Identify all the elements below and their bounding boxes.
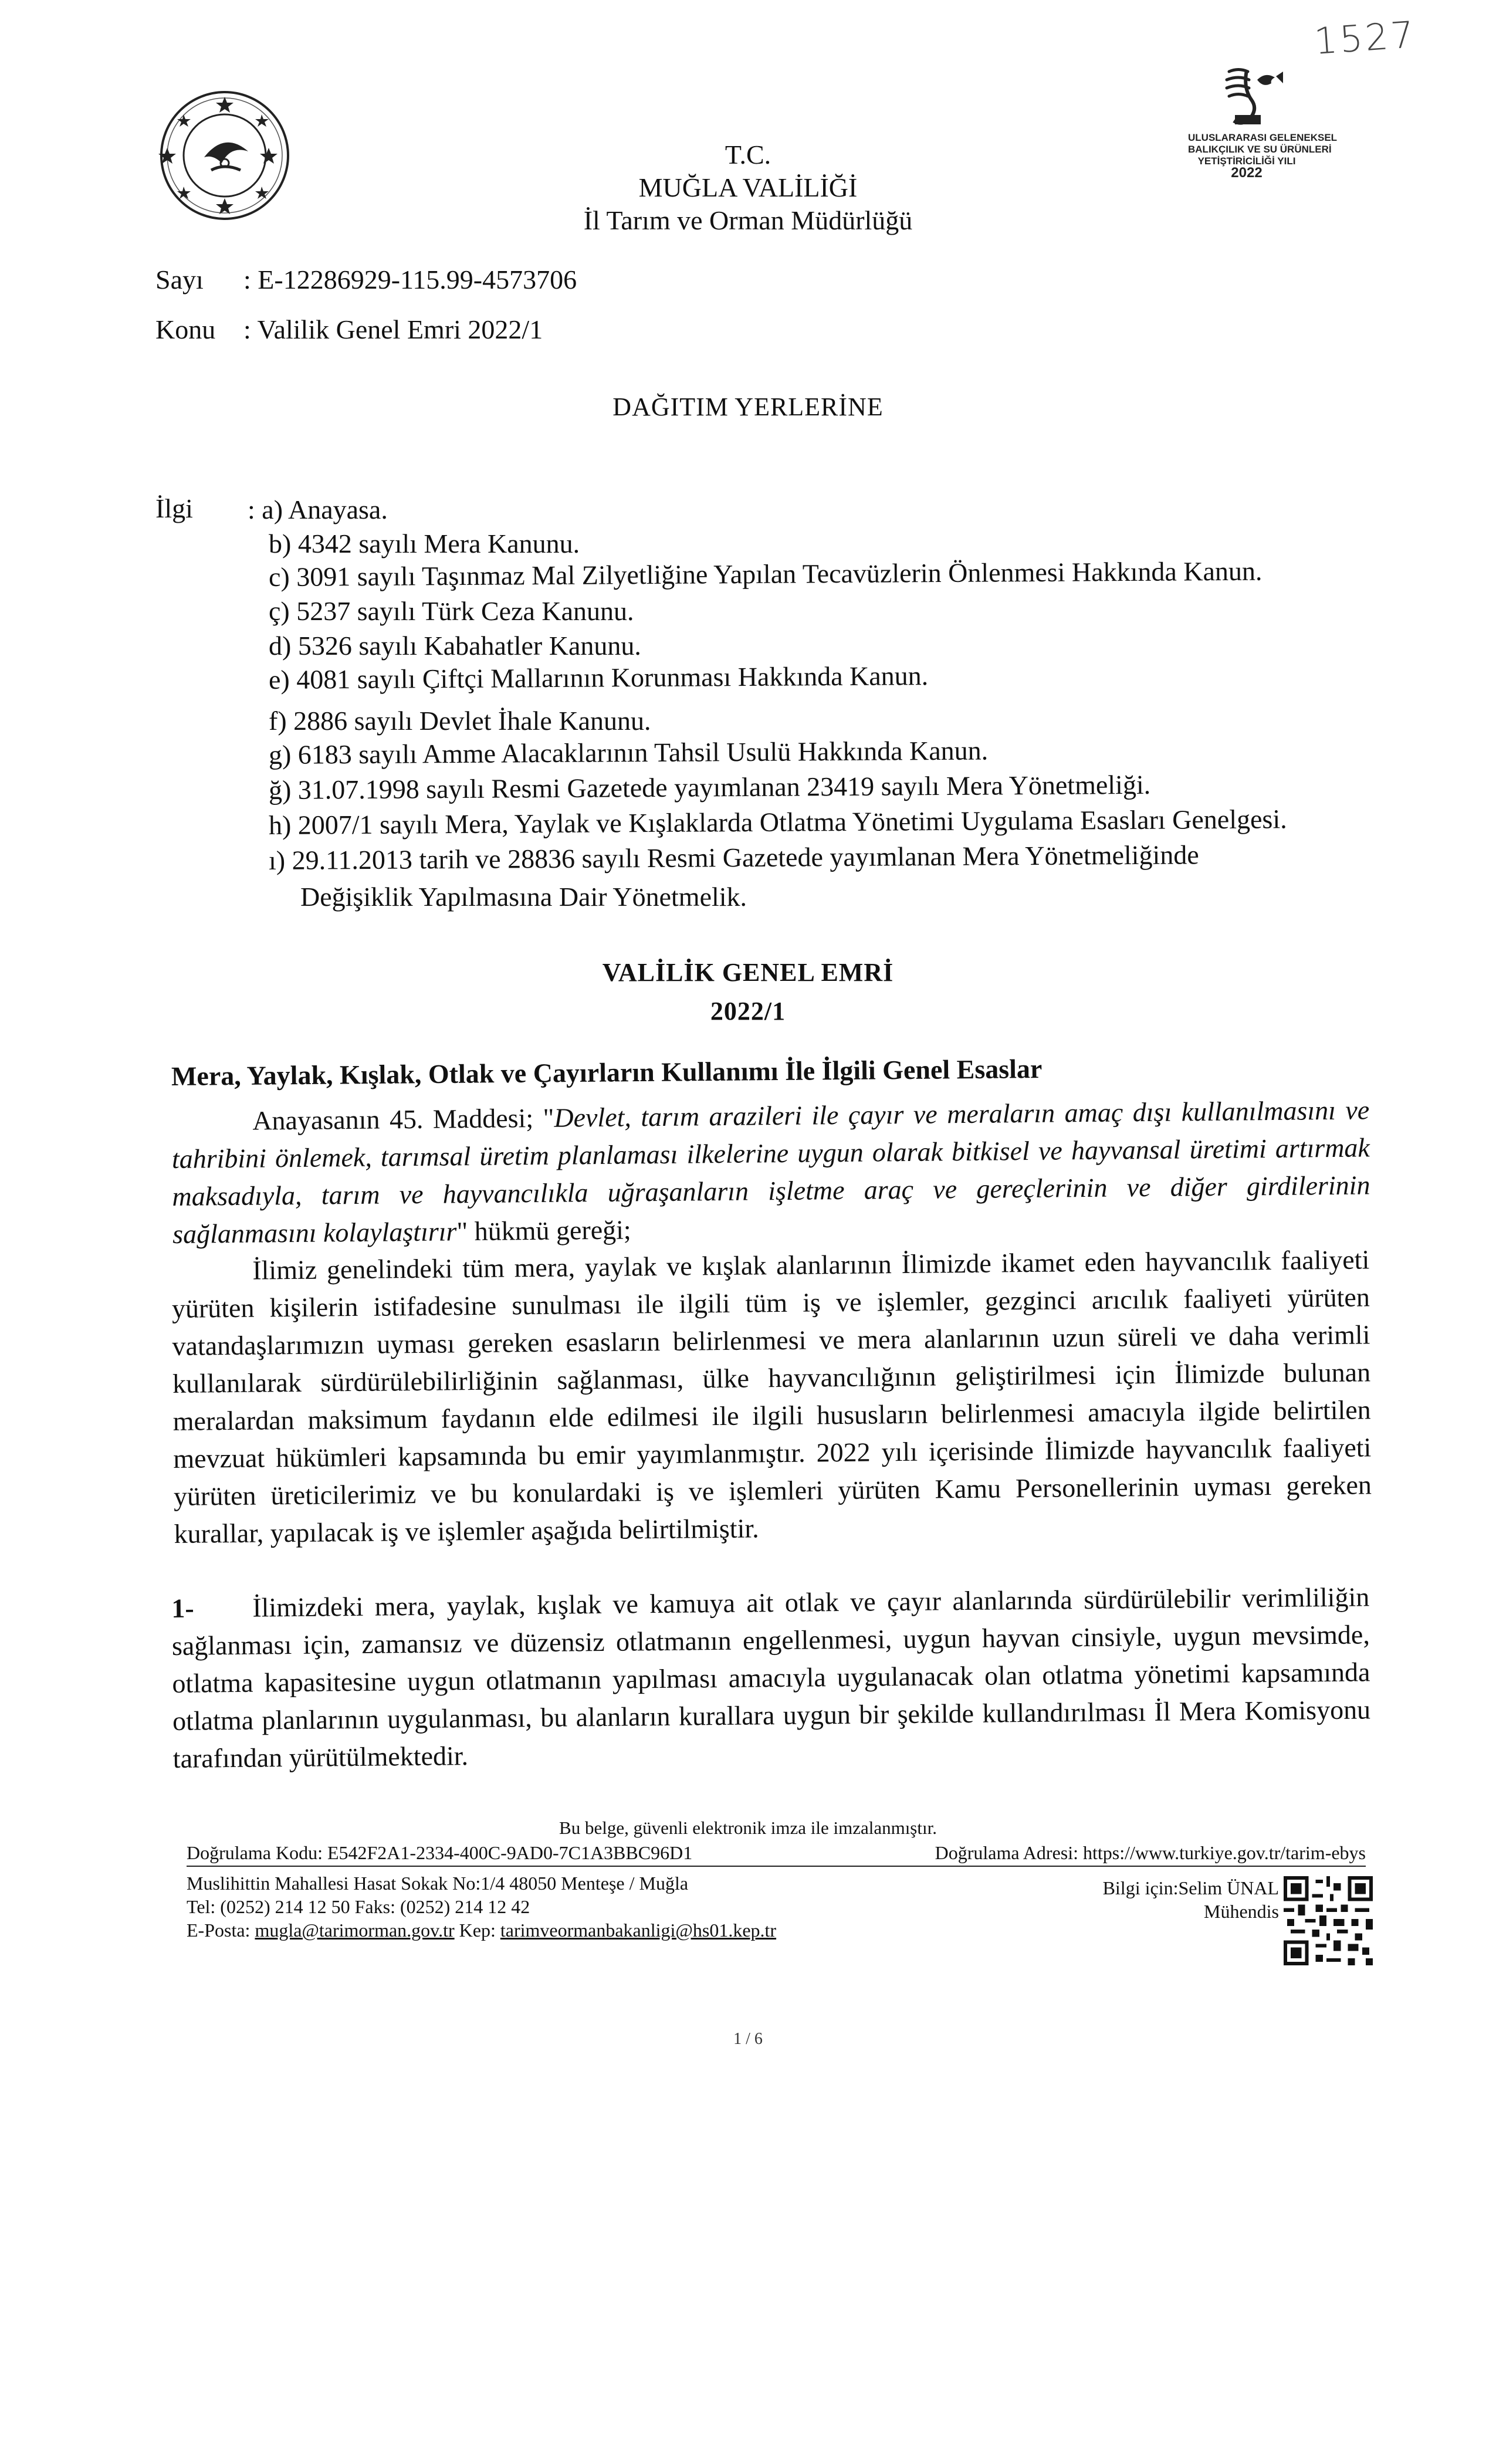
decree-number: 2022/1 bbox=[710, 997, 786, 1025]
handwritten-page-number: 1527 bbox=[1312, 13, 1418, 63]
reference-item: Değişiklik Yapılmasına Dair Yönetmelik. bbox=[300, 882, 747, 912]
reference-item: g) 6183 sayılı Amme Alacaklarının Tahsil Usulü Hakkında Kanun. bbox=[268, 735, 989, 770]
ilgi-label: İlgi bbox=[155, 493, 193, 523]
info-title: Mühendis bbox=[1204, 1901, 1279, 1922]
qr-code-icon bbox=[1284, 1876, 1373, 1965]
sayi-value: : E-12286929-115.99-4573706 bbox=[243, 265, 577, 295]
document-header bbox=[0, 138, 1496, 237]
header-directorate: İl Tarım ve Orman Müdürlüğü bbox=[583, 205, 913, 235]
verification-code: Doğrulama Kodu: E542F2A1-2334-400C-9AD0-7C1A3BBC96D1 bbox=[187, 1842, 693, 1863]
paragraph-constitution bbox=[171, 1091, 1370, 1253]
badge-line-1: ULUSLARARASI GELENEKSEL bbox=[1188, 132, 1338, 143]
distribution-heading: DAĞITIM YERLERİNE bbox=[612, 392, 884, 421]
address-line: Muslihittin Mahallesi Hasat Sokak No:1/4 48050 Menteşe / Muğla bbox=[187, 1873, 689, 1894]
email-prefix: E-Posta: bbox=[187, 1920, 255, 1941]
reference-item: f) 2886 sayılı Devlet İhale Kanunu. bbox=[269, 706, 651, 736]
reference-item: h) 2007/1 sayılı Mera, Yaylak ve Kışlaklarda Otlatma Yönetimi Uygulama Esasları Genelgesi. bbox=[268, 804, 1287, 840]
paragraph-lead: Anayasanın 45. Maddesi; " bbox=[252, 1102, 554, 1136]
konu-label: Konu bbox=[155, 314, 216, 344]
article-text: İlimizdeki mera, yaylak, kışlak ve kamuya ait otlak ve çayır alanlarında sürdürülebilir verimliliğin sağlanması için, zamansız ve düzensiz otlatmanın engellenmesi, uygun hayvan cinsiyle, uygun mevsimde, otlatma kapasitesine uygun otlatmanın yapılması amacıyla uygulanacak olan otlatma yönetimi kapsamında otlatma planlarının uygulanması, bu alanların kurallara uygun bir şekilde kullandırılması İl Mera Komisyonu tarafından yürütülmektedir. bbox=[171, 1582, 1371, 1773]
footer-divider bbox=[187, 1866, 1366, 1867]
verification-address: Doğrulama Adresi: https://www.turkiye.gov.tr/tarim-ebys bbox=[935, 1842, 1366, 1863]
decree-title: VALİLİK GENEL EMRİ bbox=[602, 958, 894, 987]
reference-item: e) 4081 sayılı Çiftçi Mallarının Korunması Hakkında Kanun. bbox=[268, 661, 929, 695]
article-number: 1- bbox=[171, 1593, 194, 1623]
reference-item: d) 5326 sayılı Kabahatler Kanunu. bbox=[269, 631, 641, 661]
info-contact: Bilgi için:Selim ÜNAL bbox=[1102, 1877, 1279, 1898]
phone-line: Tel: (0252) 214 12 50 Faks: (0252) 214 12 42 bbox=[187, 1896, 530, 1917]
reference-item: ı) 29.11.2013 tarih ve 28836 sayılı Resmi Gazetede yayımlanan Mera Yönetmeliğinde bbox=[268, 840, 1199, 875]
reference-item: b) 4342 sayılı Mera Kanunu. bbox=[269, 529, 580, 559]
paragraph-tail: " hükmü gereği; bbox=[456, 1214, 631, 1247]
esignature-note: Bu belge, güvenli elektronik imza ile imzalanmıştır. bbox=[559, 1817, 937, 1838]
konu-value: : Valilik Genel Emri 2022/1 bbox=[243, 314, 543, 344]
reference-item: : a) Anayasa. bbox=[248, 495, 388, 524]
email-link[interactable]: mugla@tarimorman.gov.tr bbox=[255, 1920, 455, 1941]
badge-line-2: BALIKÇILIK VE SU ÜRÜNLERİ bbox=[1188, 144, 1332, 155]
decree-title-block bbox=[0, 953, 1496, 1031]
reference-item: ç) 5237 sayılı Türk Ceza Kanunu. bbox=[269, 596, 634, 626]
konu-row bbox=[155, 313, 543, 347]
badge-line-3: YETİŞTİRİCİLİĞİ YILI bbox=[1197, 155, 1296, 167]
header-governorship: MUĞLA VALİLİĞİ bbox=[638, 172, 858, 202]
verification-row bbox=[187, 1841, 1366, 1864]
sayi-label: Sayı bbox=[155, 265, 204, 295]
article-1 bbox=[171, 1578, 1371, 1778]
kep-prefix: Kep: bbox=[454, 1920, 500, 1941]
badge-year: 2022 bbox=[1231, 165, 1263, 181]
reference-item: ğ) 31.07.1998 sayılı Resmi Gazetede yayımlanan 23419 sayılı Mera Yönetmeliği. bbox=[268, 769, 1151, 805]
constitution-quote: Devlet, tarım arazileri ile çayır ve meraların amaç dışı kullanılmasını ve tahribini önlemek, tarımsal üretim planlaması ilkelerine uygun olarak bitkisel ve hayvansal üretimi artırmak maksadıyla, tarım ve hayvancılıkla uğraşanların işletme araç ve gereçlerinin ve diğer girdilerinin sağlanmasını kolaylaştırır bbox=[171, 1095, 1370, 1249]
fish-water-emblem-icon bbox=[1188, 59, 1305, 129]
paragraph-purpose: İlimiz genelindeki tüm mera, yaylak ve kışlak alanlarının İlimizde ikamet eden hayvancılık faaliyeti yürüten kişilerin istifadesine sunulması ile ilgili tüm iş ve işlemler, gezginci arıcılık faaliyeti yürüten vatandaşlarımızın uyması gereken esasların belirlenmesi ve mera alanlarının uzun süreli ve daha verimli kullanılarak sürdürülebilirliğinin sağlanması, ülke hayvancılığının geliştirilmesi için İlimizde bulunan meralardan maksimum faydanın elde edilmesi ile ilgili hususların belirlenmesi amacıyla ilgide belirtilen mevzuat hükümleri kapsamında bu emir yayımlanmıştır. 2022 yılı içerisinde İlimizde hayvancılık faaliyeti yürüten üreticilerimiz ve bu konulardaki iş ve işlemleri yürüten Kamu Personellerinin uyması gereken kurallar, yapılacak iş ve işlemler aşağıda belirtilmiştir. bbox=[171, 1244, 1372, 1549]
page-number: 1 / 6 bbox=[733, 2030, 763, 2048]
sayi-row bbox=[155, 263, 577, 297]
section-heading: Mera, Yaylak, Kışlak, Otlak ve Çayırların Kullanımı İle İlgili Genel Esaslar bbox=[171, 1054, 1043, 1091]
kep-link[interactable]: tarimveormanbakanligi@hs01.kep.tr bbox=[500, 1920, 777, 1941]
header-country: T.C. bbox=[725, 140, 771, 170]
reference-item: c) 3091 sayılı Taşınmaz Mal Zilyetliğine Yapılan Tecavüzlerin Önlenmesi Hakkında Kanun. bbox=[268, 556, 1263, 592]
